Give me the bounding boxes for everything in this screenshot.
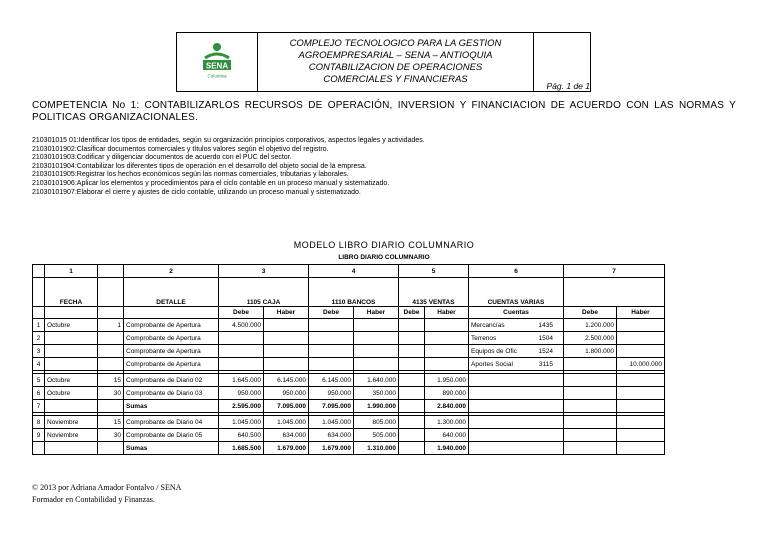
table-cell <box>617 442 665 455</box>
table-cell: 6.145.000 <box>264 374 309 387</box>
table-cell <box>469 429 564 442</box>
table-cell <box>617 429 665 442</box>
table-cell <box>425 319 469 332</box>
table-cell <box>617 319 665 332</box>
table-cell <box>219 332 264 345</box>
sub-header-cuentas: Cuentas <box>469 307 564 319</box>
objective-code: 21030101906: <box>32 179 77 187</box>
table-cell <box>354 345 399 358</box>
sub-header-haber: Haber <box>425 307 469 319</box>
table-cell: 1.679.000 <box>309 442 354 455</box>
table-cell: 1.940.000 <box>425 442 469 455</box>
col-number: 5 <box>399 265 469 278</box>
cuenta-codigo: 1435 <box>538 321 553 329</box>
table-cell <box>354 358 399 371</box>
table-cell <box>354 332 399 345</box>
col-header-caja: 1105 CAJA <box>219 278 309 307</box>
footer <box>32 482 181 506</box>
objective-text: Aplicar los elementos y procedimientos para el ciclo contable en un proceso manual y sistematizado. <box>76 179 390 187</box>
sub-header-row <box>33 307 665 319</box>
table-cell <box>399 345 425 358</box>
table-cell <box>564 442 617 455</box>
table-cell: Comprobante de Diario 05 <box>124 429 219 442</box>
table-row <box>33 345 665 358</box>
table-cell <box>354 319 399 332</box>
header-title-line: COMPLEJO TECNOLOGICO PARA LA GESTION <box>289 38 502 49</box>
table-cell <box>45 345 98 358</box>
objective-code: 21030101903: <box>32 154 77 162</box>
table-cell <box>617 345 665 358</box>
table-cell <box>617 332 665 345</box>
table-cell <box>469 345 564 358</box>
table-cell: 2.840.000 <box>425 400 469 413</box>
cuenta-codigo: 3115 <box>539 360 553 368</box>
table-cell: 505.000 <box>354 429 399 442</box>
table-cell <box>399 429 425 442</box>
table-cell: 10.000.000 <box>617 358 665 371</box>
table-cell <box>45 358 98 371</box>
table-cell: Noviembre <box>45 416 98 429</box>
table-cell <box>309 319 354 332</box>
table-cell: Comprobante de Apertura <box>124 345 219 358</box>
sub-header-debe: Debe <box>564 307 617 319</box>
table-row <box>33 319 665 332</box>
table-cell <box>425 358 469 371</box>
table-cell <box>617 400 665 413</box>
logo-sub: Colombia <box>207 73 227 78</box>
table-cell <box>309 345 354 358</box>
objective-code: 210301015 01: <box>32 137 79 144</box>
table-cell: Comprobante de Diario 02 <box>124 374 219 387</box>
table-cell: 950.000 <box>309 387 354 400</box>
objective-item <box>32 180 432 189</box>
table-cell: 950.000 <box>264 387 309 400</box>
objective-item <box>32 163 432 172</box>
table-cell <box>399 416 425 429</box>
table-cell <box>469 400 564 413</box>
col-header-detalle: DETALLE <box>124 278 219 307</box>
table-cell <box>617 374 665 387</box>
table-cell: 1.679.000 <box>264 442 309 455</box>
table-cell <box>469 442 564 455</box>
table-cell: Sumas <box>124 400 219 413</box>
table-cell <box>309 332 354 345</box>
header-title <box>258 33 534 92</box>
table-cell <box>45 442 98 455</box>
table-cell <box>399 387 425 400</box>
objective-text: Identificar los tipos de entidades, según su organización principios corporativos, aspectos legales y actividades. <box>78 137 425 144</box>
objective-code: 21030101904: <box>32 162 77 170</box>
objective-item <box>32 171 432 180</box>
sub-header-debe: Debe <box>219 307 264 319</box>
table-cell <box>469 332 564 345</box>
table-cell: 1.300.000 <box>425 416 469 429</box>
column-name-row <box>33 278 665 307</box>
objective-text: Contabilizar los diferentes tipos de operación en el desarrollo del objeto social de la empresa. <box>76 162 367 170</box>
table-cell: Comprobante de Apertura <box>124 319 219 332</box>
objective-text: Codificar y diligenciar documentos de acuerdo con el PUC del sector. <box>76 154 292 162</box>
table-cell <box>469 374 564 387</box>
libro-diario-table <box>32 264 665 455</box>
table-cell <box>264 319 309 332</box>
table-cell <box>564 429 617 442</box>
table-cell: 1 <box>33 319 45 332</box>
table-cell <box>309 358 354 371</box>
header-title-line: CONTABILIZACION DE OPERACIONES <box>308 62 483 73</box>
sub-header-debe: Debe <box>399 307 425 319</box>
objective-text: Elaborar el cierre y ajustes de ciclo contable, utilizando un proceso manual y sistematizado. <box>76 188 361 196</box>
table-row <box>33 332 665 345</box>
cuenta-nombre: Equipos de Ofic <box>471 347 517 355</box>
table-cell: 7.095.000 <box>309 400 354 413</box>
table-row <box>33 416 665 429</box>
table-cell <box>219 345 264 358</box>
table-cell: 5 <box>33 374 45 387</box>
table-cell <box>617 416 665 429</box>
table-cell: 1.045.000 <box>309 416 354 429</box>
table-cell <box>98 345 124 358</box>
header-title-line: COMERCIALES Y FINANCIERAS <box>323 74 468 85</box>
table-cell <box>98 442 124 455</box>
table-cell: 1.685.500 <box>219 442 264 455</box>
table-row <box>33 429 665 442</box>
header-title-line: AGROEMPRESARIAL – SENA – ANTIOQUIA <box>298 50 493 61</box>
table-cell: 6 <box>33 387 45 400</box>
table-cell: 30 <box>98 387 124 400</box>
cuenta-nombre: Aportes Social <box>471 360 513 368</box>
table-cell <box>45 400 98 413</box>
col-header-ventas: 4135 VENTAS <box>399 278 469 307</box>
objective-code: 21030101905: <box>32 171 77 179</box>
table-cell: 15 <box>98 374 124 387</box>
table-cell <box>564 374 617 387</box>
table-cell <box>617 387 665 400</box>
table-cell <box>469 387 564 400</box>
table-cell: 1 <box>98 319 124 332</box>
logo-text: SENA <box>205 61 229 70</box>
sub-header-haber: Haber <box>264 307 309 319</box>
table-cell: 1.310.000 <box>354 442 399 455</box>
table-cell: Noviembre <box>45 429 98 442</box>
table-cell: 2.500.000 <box>564 332 617 345</box>
table-cell <box>219 358 264 371</box>
table-cell: Octubre <box>45 319 98 332</box>
col-number: 3 <box>219 265 309 278</box>
objective-text: Clasificar documentos comerciales y títulos valores según el objetivo del registro. <box>76 145 329 153</box>
objective-item <box>32 189 432 198</box>
objective-text: Registrar los hechos económicos según las normas comerciales, tributarias y laborales. <box>76 171 349 179</box>
table-cell <box>469 416 564 429</box>
table-cell <box>98 400 124 413</box>
objective-item <box>32 146 432 155</box>
table-cell: Comprobante de Diario 04 <box>124 416 219 429</box>
col-number: 4 <box>309 265 399 278</box>
col-number: 6 <box>469 265 564 278</box>
table-cell: 2.595.000 <box>219 400 264 413</box>
table-cell: 1.800.000 <box>564 345 617 358</box>
footer-role: Formador en Contabilidad y Finanzas. <box>32 495 155 504</box>
table-cell <box>425 345 469 358</box>
table-cell <box>399 332 425 345</box>
table-row <box>33 400 665 413</box>
col-number: 7 <box>564 265 665 278</box>
table-cell: 640.000 <box>425 429 469 442</box>
col-number: 1 <box>45 265 98 278</box>
table-cell <box>264 358 309 371</box>
table-cell <box>264 332 309 345</box>
objective-item <box>32 154 432 163</box>
table-cell: 1.640.000 <box>354 374 399 387</box>
cuenta-nombre: Mercancías <box>471 321 505 329</box>
sub-header-haber: Haber <box>354 307 399 319</box>
objective-code: 21030101907: <box>32 188 77 196</box>
table-cell <box>98 332 124 345</box>
table-cell: 890.000 <box>425 387 469 400</box>
page-number: Pág. 1 de 1 <box>534 33 591 92</box>
table-cell: 1.045.000 <box>219 416 264 429</box>
competencia-text: COMPETENCIA No 1: CONTABILIZARLOS RECURSOS DE OPERACIÓN, INVERSION Y FINANCIACION DE ACUERDO CON LAS NORMAS Y POLITICAS ORGANIZACIONALES. <box>32 100 736 123</box>
table-cell <box>33 442 45 455</box>
table-cell: 634.000 <box>264 429 309 442</box>
sub-header-haber: Haber <box>617 307 665 319</box>
table-row <box>33 387 665 400</box>
table-cell: 30 <box>98 429 124 442</box>
table-cell: 8 <box>33 416 45 429</box>
table-cell: 3 <box>33 345 45 358</box>
table-cell: 9 <box>33 429 45 442</box>
col-header-cuentas-varias: CUENTAS VARIAS <box>469 278 564 307</box>
footer-copyright: © 2013 por Adriana Amador Fontalvo / SENA <box>32 483 182 492</box>
column-number-row <box>33 265 665 278</box>
table-cell <box>469 358 564 371</box>
table-cell: 4.500.000 <box>219 319 264 332</box>
table-cell: 7.095.000 <box>264 400 309 413</box>
table-cell: 634.000 <box>309 429 354 442</box>
table-cell <box>564 358 617 371</box>
table-cell <box>399 442 425 455</box>
table-row <box>33 358 665 371</box>
table-cell <box>399 319 425 332</box>
table-cell <box>98 358 124 371</box>
table-row <box>33 442 665 455</box>
table-cell: 1.045.000 <box>264 416 309 429</box>
table-cell: 1.645.000 <box>219 374 264 387</box>
table-cell <box>564 416 617 429</box>
cuenta-codigo: 1524 <box>538 347 553 355</box>
table-cell <box>564 400 617 413</box>
objective-code: 21030101902: <box>32 145 77 153</box>
table-cell <box>399 358 425 371</box>
objectives-list <box>32 137 432 197</box>
table-cell: Comprobante de Diario 03 <box>124 387 219 400</box>
table-cell <box>425 332 469 345</box>
table-cell: 640.500 <box>219 429 264 442</box>
table-cell: 950.000 <box>219 387 264 400</box>
table-cell <box>399 374 425 387</box>
table-cell: 15 <box>98 416 124 429</box>
sena-logo-icon <box>197 40 237 80</box>
table-cell <box>45 332 98 345</box>
col-header-bancos: 1110 BANCOS <box>309 278 399 307</box>
table-cell: 1.950.000 <box>425 374 469 387</box>
sub-title: LIBRO DIARIO COLUMNARIO <box>338 254 430 261</box>
table-cell: 1.990.000 <box>354 400 399 413</box>
cuenta-nombre: Terrenos <box>471 334 497 342</box>
table-cell: 4 <box>33 358 45 371</box>
table-cell: Sumas <box>124 442 219 455</box>
table-cell: Octubre <box>45 374 98 387</box>
document-header <box>176 32 591 92</box>
sub-header-debe: Debe <box>309 307 354 319</box>
table-cell: 7 <box>33 400 45 413</box>
table-cell: 805.000 <box>354 416 399 429</box>
table-cell: 350.000 <box>354 387 399 400</box>
col-header-fecha: FECHA <box>45 278 98 307</box>
table-cell: 6.145.000 <box>309 374 354 387</box>
table-cell <box>264 345 309 358</box>
table-row <box>33 374 665 387</box>
table-cell: 1.200.000 <box>564 319 617 332</box>
main-title: MODELO LIBRO DIARIO COLUMNARIO <box>293 240 475 250</box>
cuenta-codigo: 1504 <box>538 334 553 342</box>
table-cell: Octubre <box>45 387 98 400</box>
objective-item <box>32 137 432 146</box>
logo-cell <box>177 33 258 92</box>
col-number: 2 <box>124 265 219 278</box>
table-cell: Comprobante de Apertura <box>124 332 219 345</box>
table-cell: Comprobante de Apertura <box>124 358 219 371</box>
table-cell <box>399 400 425 413</box>
table-cell <box>469 319 564 332</box>
table-cell <box>564 387 617 400</box>
table-cell: 2 <box>33 332 45 345</box>
